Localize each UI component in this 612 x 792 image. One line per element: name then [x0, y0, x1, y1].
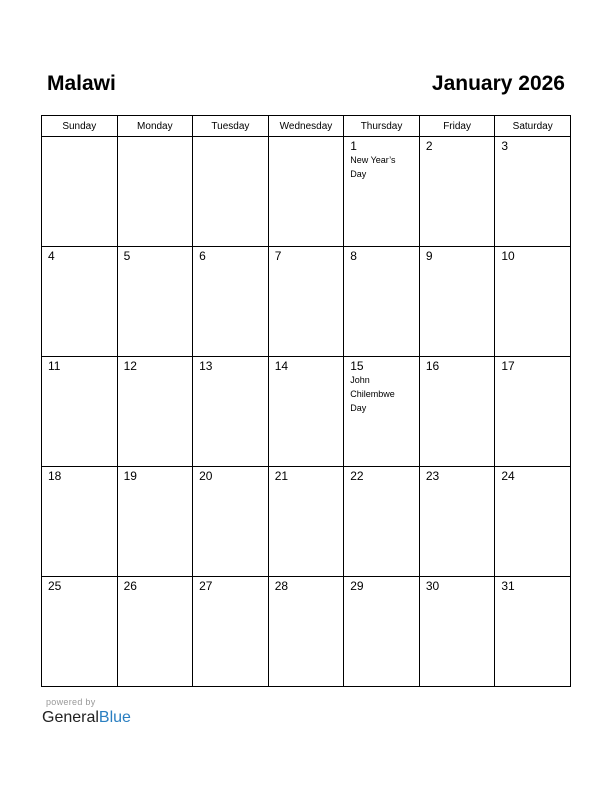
weekday-header-tuesday: Tuesday	[193, 116, 269, 137]
day-number: 28	[274, 579, 289, 593]
day-number: 24	[501, 469, 515, 483]
day-number: 22	[350, 469, 364, 483]
day-number: 19	[123, 469, 137, 483]
day-cell	[117, 137, 193, 247]
day-cell	[344, 357, 420, 467]
day-cell	[117, 247, 193, 357]
day-number: 27	[199, 579, 213, 593]
week-row	[42, 467, 571, 577]
holiday-label: New Year’s Day	[350, 155, 396, 179]
day-number: 12	[123, 359, 137, 373]
day-cell	[117, 577, 193, 687]
day-number: 9	[425, 249, 433, 263]
day-cell	[268, 357, 344, 467]
day-cell	[42, 137, 118, 247]
day-number: 16	[425, 359, 440, 373]
day-cell	[193, 137, 269, 247]
day-cell	[193, 357, 269, 467]
day-cell	[495, 247, 571, 357]
day-cell	[268, 137, 344, 247]
day-cell	[495, 137, 571, 247]
day-cell	[419, 467, 495, 577]
holiday-label: John Chilembwe Day	[350, 375, 395, 413]
week-row	[42, 137, 571, 247]
day-number: 17	[501, 359, 515, 373]
day-cell	[495, 467, 571, 577]
day-number: 15	[350, 359, 364, 373]
day-number: 14	[274, 359, 289, 373]
day-cell	[495, 577, 571, 687]
day-cell	[419, 247, 495, 357]
day-number: 25	[48, 579, 62, 593]
day-cell	[268, 577, 344, 687]
brand-name-part2: Blue	[98, 709, 131, 726]
day-cell	[344, 247, 420, 357]
day-cell	[42, 577, 118, 687]
weekday-header-friday: Friday	[419, 116, 495, 137]
generalblue-logo	[42, 708, 142, 728]
calendar-grid	[41, 115, 571, 687]
day-number: 21	[274, 469, 289, 483]
day-number: 18	[48, 469, 62, 483]
day-cell	[495, 357, 571, 467]
day-number: 29	[350, 579, 364, 593]
day-number: 1	[350, 139, 357, 153]
day-cell	[419, 137, 495, 247]
day-cell	[42, 357, 118, 467]
day-cell	[419, 357, 495, 467]
day-number: 2	[425, 139, 433, 153]
day-cell	[344, 467, 420, 577]
brand-name-part1: General	[42, 709, 99, 726]
powered-by-text: powered by	[46, 697, 96, 707]
week-row	[42, 577, 571, 687]
day-number: 13	[199, 359, 213, 373]
weekday-header-monday: Monday	[117, 116, 193, 137]
day-number: 10	[501, 249, 515, 263]
day-cell	[42, 247, 118, 357]
weekday-header-saturday: Saturday	[495, 116, 571, 137]
weekday-header-thursday: Thursday	[344, 116, 420, 137]
weekday-header-row	[42, 116, 571, 137]
day-cell	[42, 467, 118, 577]
week-row	[42, 357, 571, 467]
day-cell	[193, 577, 269, 687]
day-cell	[117, 357, 193, 467]
day-number: 30	[425, 579, 440, 593]
day-cell	[193, 467, 269, 577]
weekday-header-sunday: Sunday	[42, 116, 118, 137]
day-number: 11	[48, 359, 61, 373]
day-number: 3	[501, 139, 509, 153]
day-cell	[419, 577, 495, 687]
month-year-title: January 2026	[431, 72, 565, 95]
day-number: 5	[123, 249, 131, 263]
day-number: 26	[123, 579, 137, 593]
day-cell	[193, 247, 269, 357]
day-number: 20	[199, 469, 213, 483]
weekday-header-wednesday: Wednesday	[268, 116, 344, 137]
day-number: 23	[425, 469, 440, 483]
day-cell	[268, 467, 344, 577]
day-cell	[344, 577, 420, 687]
day-number: 7	[274, 249, 282, 263]
day-cell	[117, 467, 193, 577]
day-number: 8	[350, 249, 357, 263]
day-number: 4	[48, 249, 55, 263]
day-cell	[344, 137, 420, 247]
footer-branding	[42, 697, 142, 728]
day-cell	[268, 247, 344, 357]
day-number: 6	[199, 249, 206, 263]
week-row	[42, 247, 571, 357]
day-number: 31	[501, 579, 515, 593]
country-title: Malawi	[47, 72, 116, 95]
